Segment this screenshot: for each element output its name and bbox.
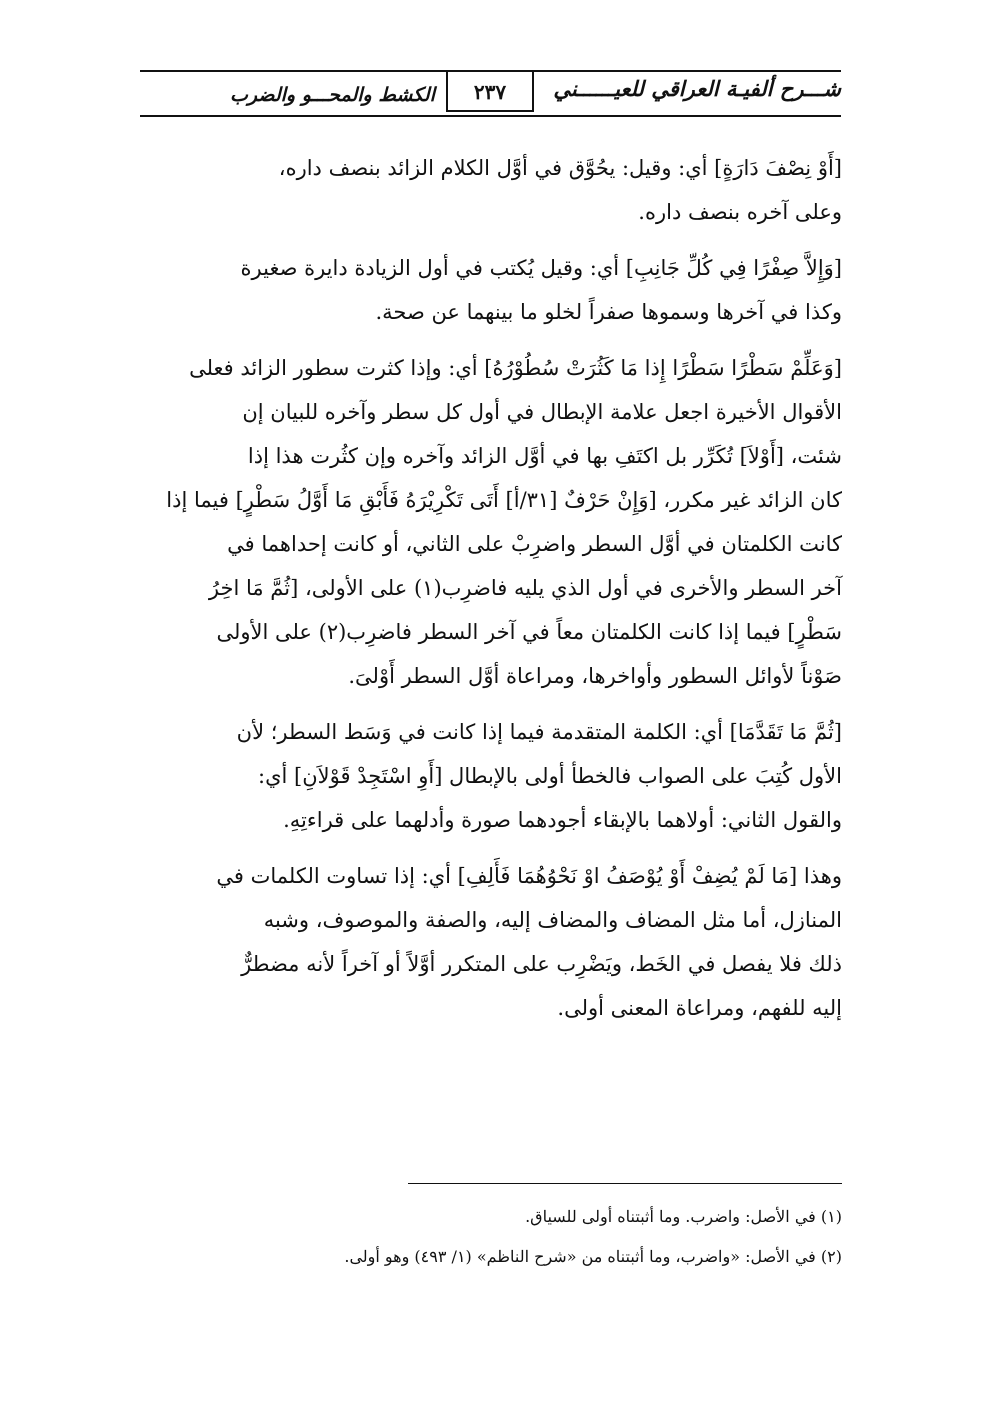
text-line: المنازل، أما مثل المضاف والمضاف إليه، والصفة والموصوف، وشبه — [263, 908, 842, 932]
paragraph-1 — [130, 146, 842, 234]
book-title: شـــرح ألفيـة العراقي للعيــــــني — [553, 76, 841, 101]
paragraph-5 — [130, 854, 842, 1030]
text-line: سَطْرٍ] فيما إذا كانت الكلمتان معاً في آخر السطر فاضرِب(٢) على الأولى — [216, 620, 842, 644]
text-line: ذلك فلا يفصل في الخَط، ويَضْرِب على المتكرر أوَّلاً أو آخراً لأنه مضطرٌّ — [241, 952, 842, 976]
header-bottom-rule — [140, 115, 841, 117]
running-header — [140, 62, 841, 118]
footnote-1: (١) في الأصل: واضرب. وما أثبتناه أولى للسياق. — [525, 1207, 842, 1226]
page-number: ٢٣٧ — [446, 72, 534, 112]
paragraph-2 — [130, 246, 842, 334]
text-line: كانت الكلمتان في أوَّل السطر واضرِبْ على الثاني، أو كانت إحداهما في — [227, 532, 842, 556]
footnote-2: (٢) في الأصل: «واضرب، وما أثبتناه من «شرح الناظم» (١/ ٤٩٣) وهو أولى. — [344, 1247, 842, 1266]
chapter-title: الكشط والمحـــو والضرب — [230, 84, 435, 106]
text-line: الأقوال الأخيرة اجعل علامة الإبطال في أول كل سطر وآخره للبيان إن — [242, 400, 842, 424]
text-line: كان الزائد غير مكرر، [وَإِنْ حَرْفٌ [٣١/أ] أَتَى تَكْرِيْرَهُ فَأَبْقِ مَا أَوَّلُ سَطْرٍ] فيما إذا — [166, 488, 842, 512]
paragraph-4 — [130, 710, 842, 842]
text-line: [ثُمَّ مَا تَقَدَّمَا] أي: الكلمة المتقدمة فيما إذا كانت في وَسَط السطر؛ لأن — [236, 720, 842, 744]
text-line: آخر السطر والأخرى في أول الذي يليه فاضرِب(١) على الأولى، [ثُمَّ مَا اخِرُ — [208, 576, 842, 600]
text-line: صَوْناً لأوائل السطور وأواخرها، ومراعاة أوَّل السطر أَوْلىَ. — [348, 664, 842, 688]
text-line: وهذا [مَا لَمْ يُضِفْ أَوْ يُوْصَفُ اوْ نَحْوُهُمَا فَأَلِفِ] أي: إذا تساوت الكلمات في — [216, 864, 842, 888]
footnote-separator — [408, 1183, 842, 1184]
footnotes — [130, 1197, 842, 1277]
text-line: [وَإِلاَّ صِفْرًا فِي كُلِّ جَانِبِ] أي: وقيل يُكتب في أول الزيادة دايرة صغيرة — [240, 256, 842, 280]
body-text — [130, 146, 842, 1042]
paragraph-3 — [130, 346, 842, 698]
text-line: والقول الثاني: أولاهما بالإبقاء أجودهما صورة وأدلهما على قراءتِهِ. — [283, 808, 842, 832]
text-line: إليه للفهم، ومراعاة المعنى أولى. — [557, 996, 842, 1020]
text-line: الأول كُتِبَ على الصواب فالخطأ أولى بالإبطال [أَوِ اسْتَجِدْ قَوْلاَنِ] أي: — [258, 764, 842, 788]
text-line: وكذا في آخرها وسموها صفراً لخلو ما بينهما عن صحة. — [375, 300, 842, 324]
text-line: وعلى آخره بنصف داره. — [638, 200, 842, 224]
text-line: [أَوْ نِصْفَ دَارَةٍ] أي: وقيل: يحُوَّق في أوَّل الكلام الزائد بنصف داره، — [278, 156, 842, 180]
text-line: [وَعَلِّمْ سَطْرًا سَطْرًا إِذا مَا كَثُرَتْ سُطُوْرُهُ] أي: وإذا كثرت سطور الزائد فعلى — [189, 356, 842, 380]
text-line: شئت، [أَوْلاَ] تُكَرِّر بل اكتَفِ بها في أوَّل الزائد وآخره وإن كثُرت هذا إذا — [247, 444, 842, 468]
